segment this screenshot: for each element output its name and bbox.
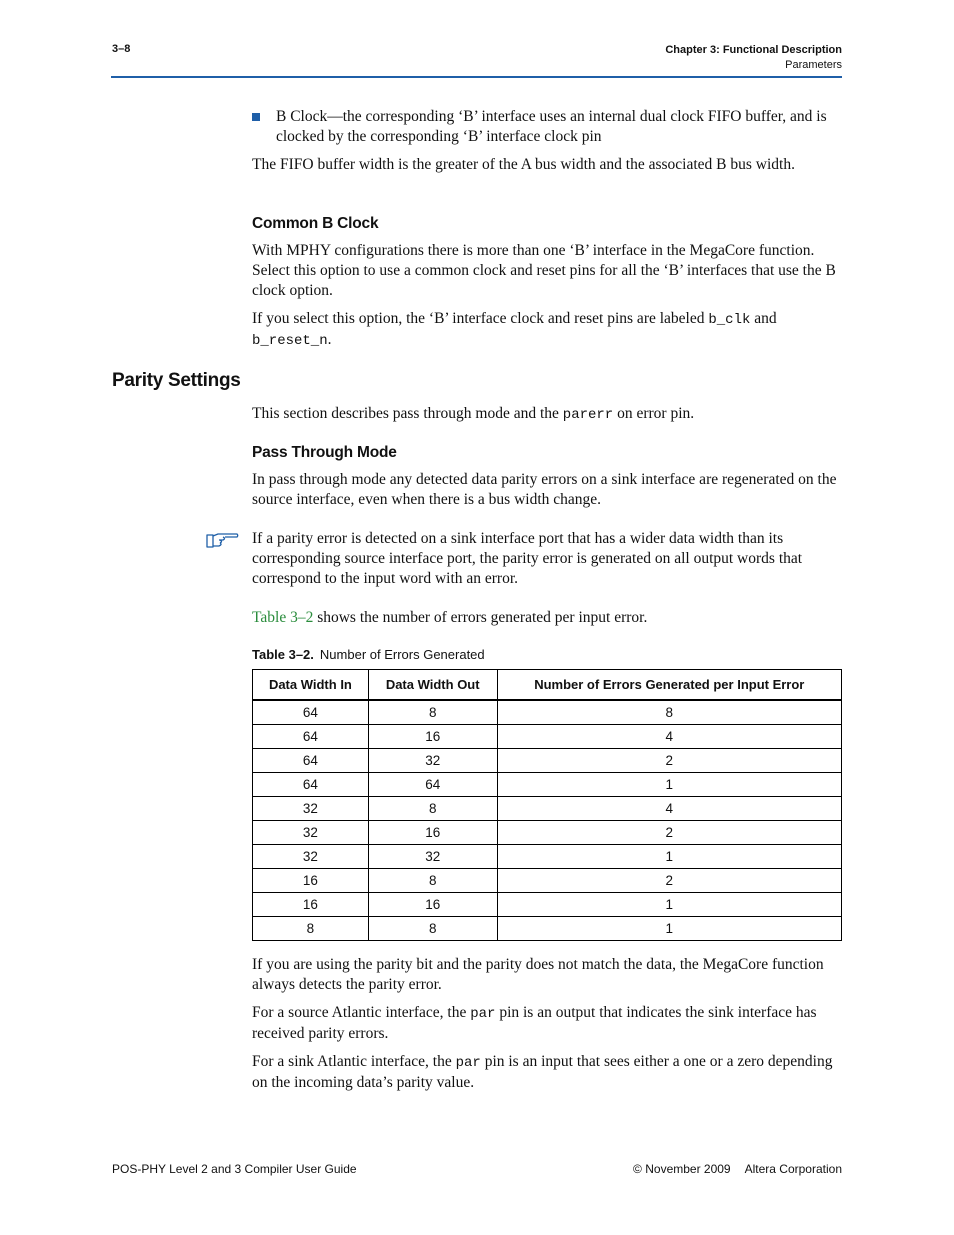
table-row	[253, 700, 842, 725]
table-cell: 1	[497, 893, 841, 917]
table-cell: 8	[497, 700, 841, 725]
table-caption-label: Table 3–2.	[252, 647, 314, 662]
table-3-2-link[interactable]: Table 3–2	[252, 609, 314, 626]
table-row	[253, 725, 842, 749]
table-cell: 64	[368, 773, 497, 797]
table-cell: 64	[253, 773, 369, 797]
page-number: 3–8	[112, 43, 131, 55]
errors-table	[252, 669, 842, 941]
table-cell: 32	[368, 749, 497, 773]
parity-settings-heading: Parity Settings	[112, 370, 241, 391]
table-cell: 2	[497, 749, 841, 773]
table-row	[253, 821, 842, 845]
table-cell: 1	[497, 917, 841, 941]
table-row	[253, 797, 842, 821]
table-caption	[252, 647, 485, 662]
column-header: Data Width Out	[368, 670, 497, 701]
table-row	[253, 773, 842, 797]
footer-right	[633, 1162, 842, 1176]
code-parerr: parerr	[562, 407, 614, 423]
table-header-row	[253, 670, 842, 701]
table-cell: 8	[368, 797, 497, 821]
table-cell: 1	[497, 845, 841, 869]
code-b-clk: b_clk	[708, 312, 751, 328]
table-cell: 16	[368, 821, 497, 845]
header-rule	[111, 76, 842, 78]
table-cell: 64	[253, 700, 369, 725]
table-cell: 4	[497, 797, 841, 821]
column-header: Data Width In	[253, 670, 369, 701]
code-par: par	[455, 1055, 481, 1071]
chapter-title: Chapter 3: Functional Description	[665, 44, 842, 56]
common-b-clock-heading: Common B Clock	[252, 215, 379, 232]
common-b-clock-paragraph: With MPHY configurations there is more than one ‘B’ interface in the MegaCore function. Select this option to use a common clock and reset pins for all the ‘B’ interfaces that use the B clock option.	[252, 242, 836, 299]
table-caption-title: Number of Errors Generated	[319, 647, 485, 662]
parity-note: If a parity error is detected on a sink interface port that has a wider data width than its corresponding source interface port, the parity error is generated on all output words that correspond to the input word with an error.	[252, 530, 803, 587]
table-cell: 1	[497, 773, 841, 797]
table-cell: 32	[253, 821, 369, 845]
table-cell: 8	[368, 869, 497, 893]
parity-mismatch-paragraph: If you are using the parity bit and the parity does not match the data, the MegaCore function always detects the parity error.	[252, 956, 824, 993]
section-title: Parameters	[785, 59, 842, 71]
table-cell: 16	[253, 893, 369, 917]
column-header: Number of Errors Generated per Input Error	[497, 670, 841, 701]
source-atlantic-paragraph: For a source Atlantic interface, the par pin is an output that indicates the sink interface has received parity errors.	[252, 1004, 817, 1042]
table-cell: 32	[253, 797, 369, 821]
table-cell: 2	[497, 869, 841, 893]
table-row	[253, 917, 842, 941]
table-row	[253, 845, 842, 869]
table-cell: 2	[497, 821, 841, 845]
table-cell: 32	[253, 845, 369, 869]
table-cell: 16	[368, 725, 497, 749]
table-cell: 64	[253, 749, 369, 773]
square-bullet-icon	[252, 113, 260, 121]
table-cell: 4	[497, 725, 841, 749]
table-cell: 8	[368, 700, 497, 725]
parity-settings-intro: This section describes pass through mode and the parerr on error pin.	[252, 405, 695, 423]
pass-through-paragraph: In pass through mode any detected data parity errors on a sink interface are regenerated on the source interface, even when there is a bus width change.	[252, 471, 837, 508]
table-row	[253, 749, 842, 773]
table-cell: 16	[368, 893, 497, 917]
table-reference-paragraph: Table 3–2 shows the number of errors generated per input error.	[252, 609, 648, 626]
table-cell: 16	[253, 869, 369, 893]
code-b-reset-n: b_reset_n	[252, 333, 328, 349]
table-row	[253, 893, 842, 917]
table-row	[253, 869, 842, 893]
footer-date: © November 2009	[633, 1162, 731, 1176]
table-cell: 8	[368, 917, 497, 941]
b-clock-bullet-text: B Clock—the corresponding ‘B’ interface uses an internal dual clock FIFO buffer, and is clocked by the corresponding ‘B’ interface clock pin	[276, 108, 827, 145]
b-clock-bullet	[252, 107, 842, 147]
footer-guide-title: POS-PHY Level 2 and 3 Compiler User Guide	[112, 1162, 357, 1176]
fifo-width-paragraph: The FIFO buffer width is the greater of the A bus width and the associated B bus width.	[252, 156, 795, 173]
running-header	[665, 43, 842, 73]
code-par: par	[470, 1006, 496, 1022]
footer-company: Altera Corporation	[744, 1162, 842, 1176]
sink-atlantic-paragraph: For a sink Atlantic interface, the par pin is an input that sees either a one or a zero depending on the incoming data’s parity value.	[252, 1053, 833, 1091]
common-b-clock-pins-paragraph: If you select this option, the ‘B’ interface clock and reset pins are labeled b_clk and b_reset_n.	[252, 310, 777, 349]
table-cell: 32	[368, 845, 497, 869]
pass-through-mode-heading: Pass Through Mode	[252, 444, 397, 461]
table-cell: 64	[253, 725, 369, 749]
table-cell: 8	[253, 917, 369, 941]
pointing-hand-icon	[205, 528, 239, 548]
